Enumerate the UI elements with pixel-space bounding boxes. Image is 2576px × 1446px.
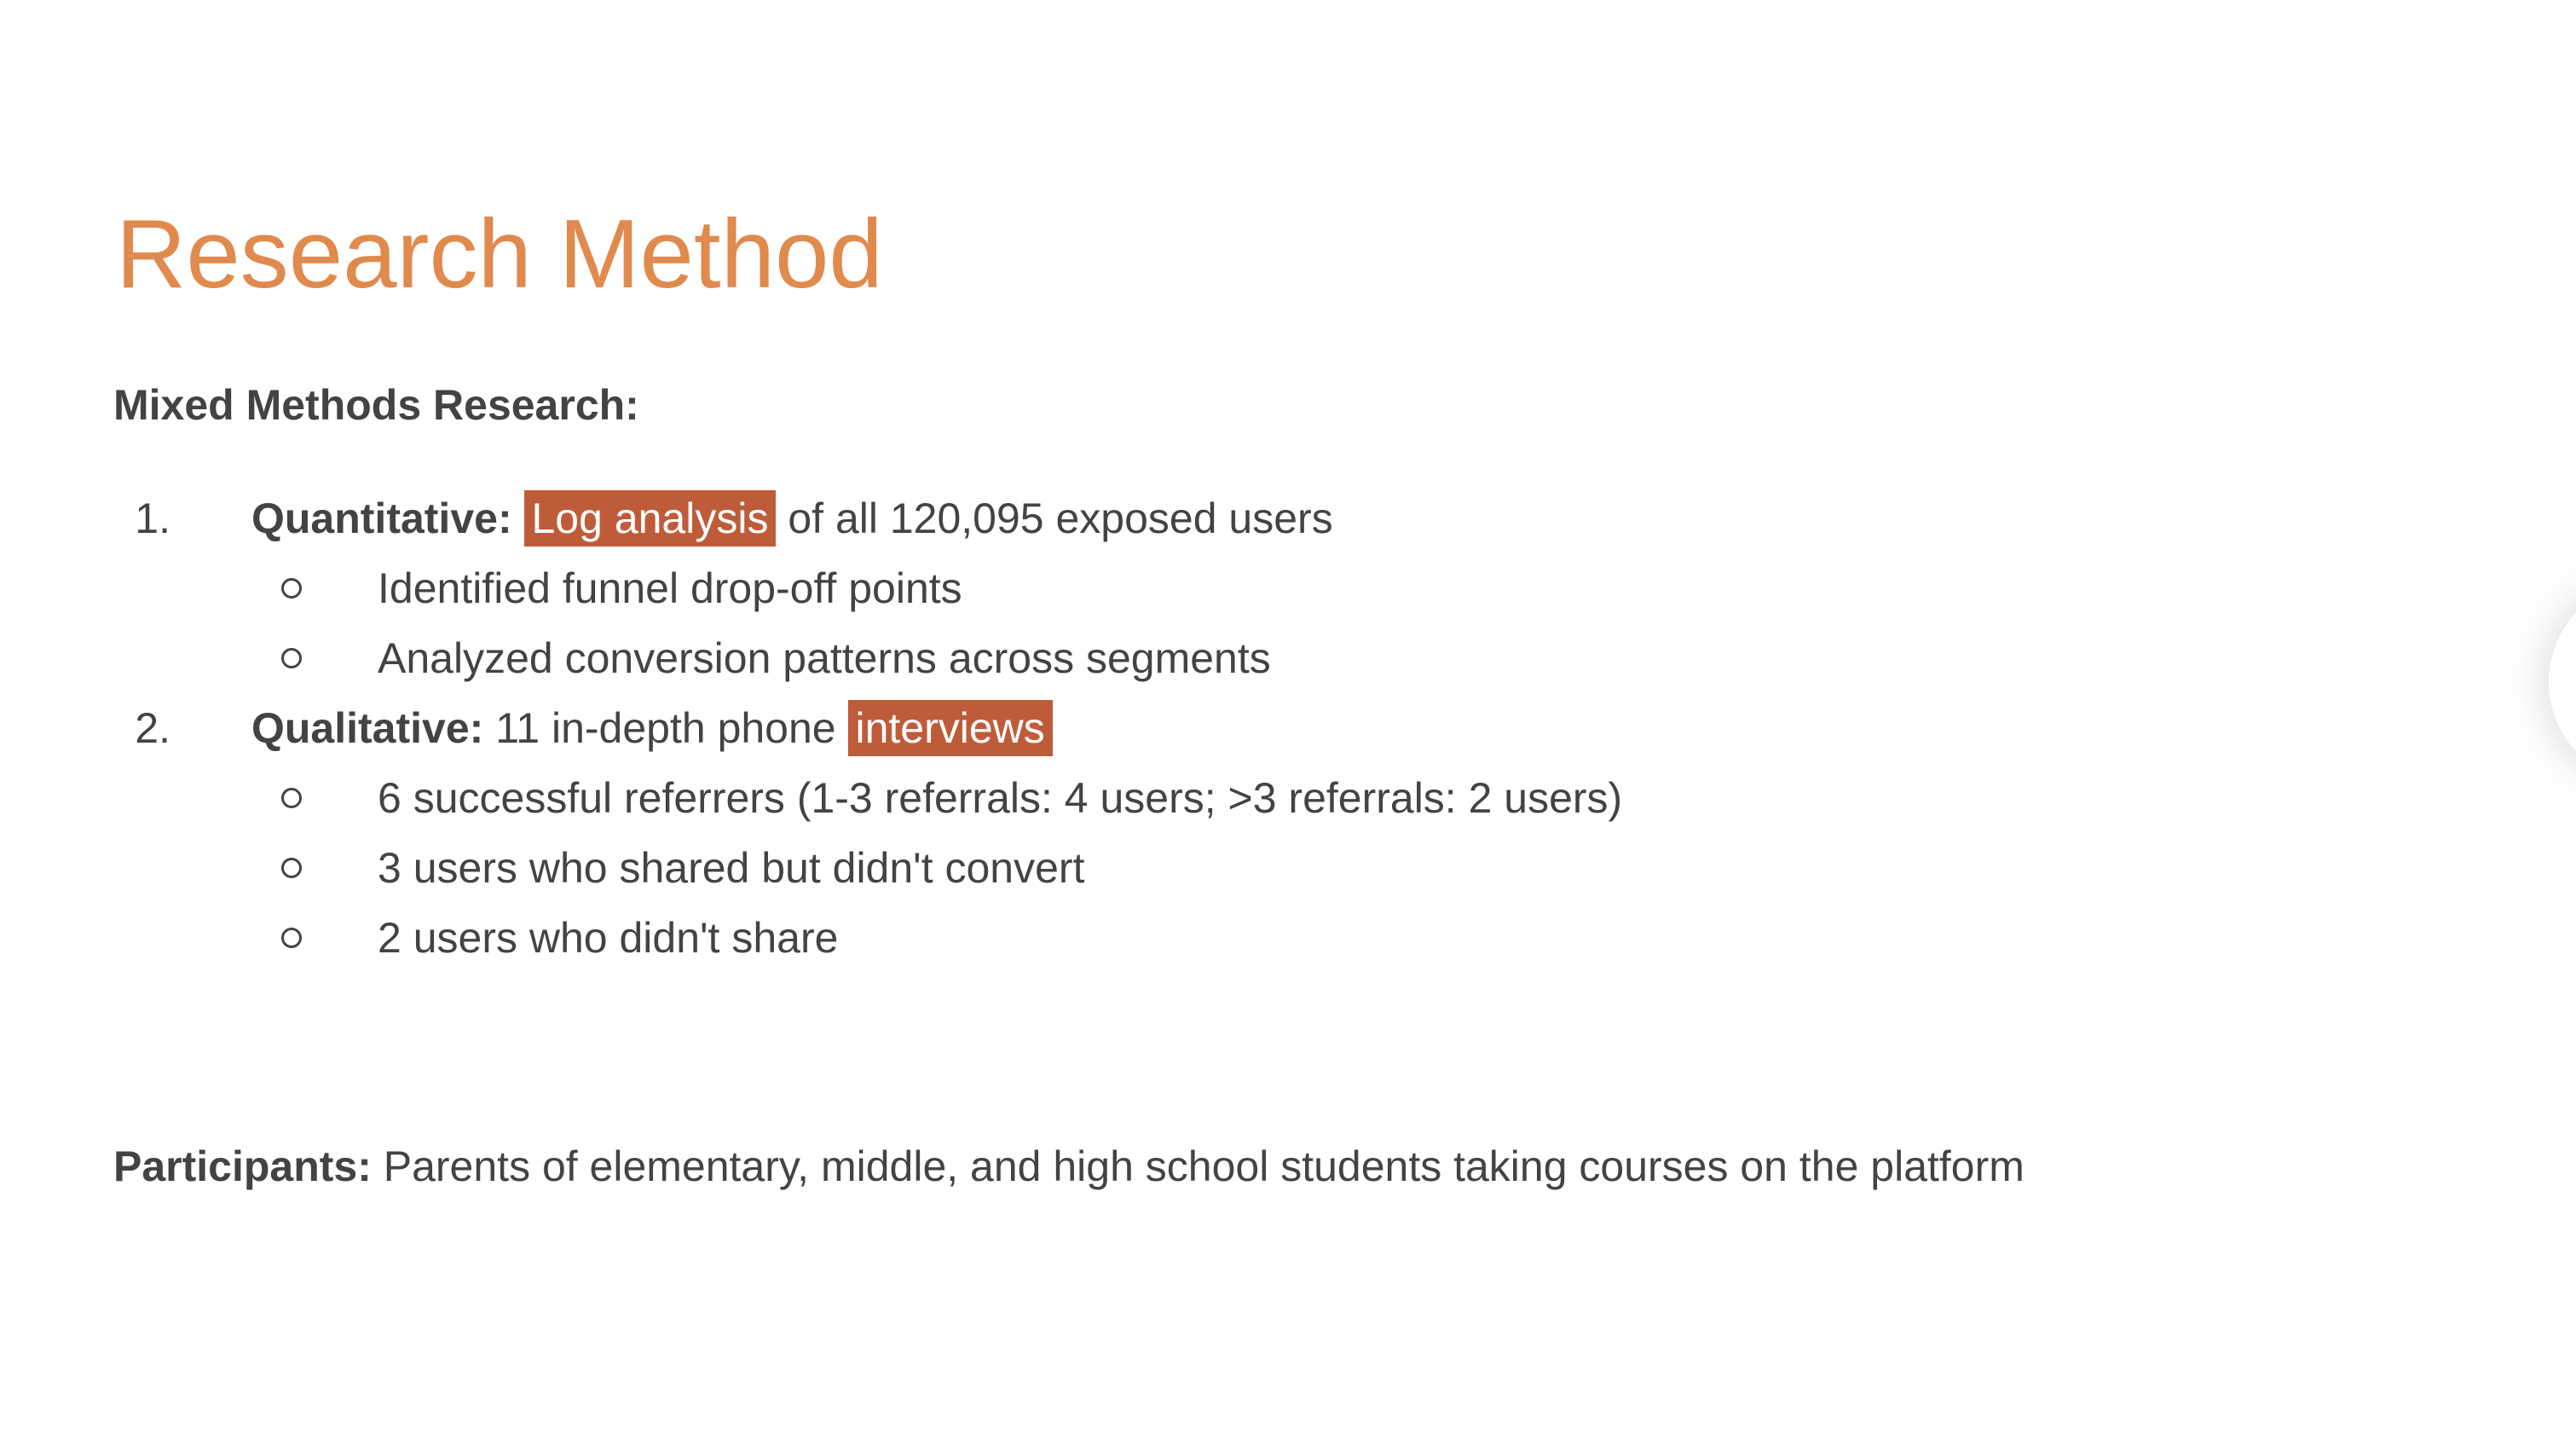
sub-item-text: 2 users who didn't share: [378, 914, 839, 962]
sub-item-text: Identified funnel drop-off points: [378, 564, 962, 612]
participants-line: [113, 1131, 2024, 1201]
circle-bullet-icon: [281, 928, 302, 948]
participants-text: Parents of elementary, middle, and high school students taking courses on the platform: [371, 1142, 2024, 1190]
circle-bullet-icon: [281, 578, 302, 599]
circle-bullet-icon: [281, 858, 302, 878]
circle-bullet-icon: [281, 788, 302, 808]
list-item-quantitative: [0, 483, 2576, 553]
highlight-log-analysis: Log analysis: [524, 490, 777, 547]
highlight-interviews: interviews: [848, 700, 1053, 756]
sub-item-text: 3 users who shared but didn't convert: [378, 844, 1085, 892]
sub-item-text: Analyzed conversion patterns across segments: [378, 634, 1271, 682]
sub-list-item: [0, 763, 2576, 833]
item-label: Qualitative:: [251, 704, 484, 752]
list-item-qualitative: [0, 693, 2576, 763]
sub-list-item: [0, 553, 2576, 623]
slide-title: Research Method: [116, 200, 883, 309]
sub-item-text: 6 successful referrers (1-3 referrals: 4 users; >3 referrals: 2 users): [378, 774, 1623, 822]
sub-list-item: [0, 833, 2576, 903]
sub-list-item: [0, 903, 2576, 973]
list-number: 1.: [135, 495, 170, 542]
item-text-segment: of all 120,095 exposed users: [776, 495, 1333, 542]
item-text-segment: 11 in-depth phone: [483, 704, 848, 752]
intro-heading: Mixed Methods Research:: [113, 381, 639, 429]
participants-label: Participants:: [113, 1142, 372, 1190]
list-number: 2.: [135, 704, 170, 752]
sub-list-item: [0, 623, 2576, 693]
numbered-list: [0, 483, 2576, 973]
item-text-segment: [512, 495, 524, 542]
item-label: Quantitative:: [251, 495, 512, 542]
circle-bullet-icon: [281, 648, 302, 668]
